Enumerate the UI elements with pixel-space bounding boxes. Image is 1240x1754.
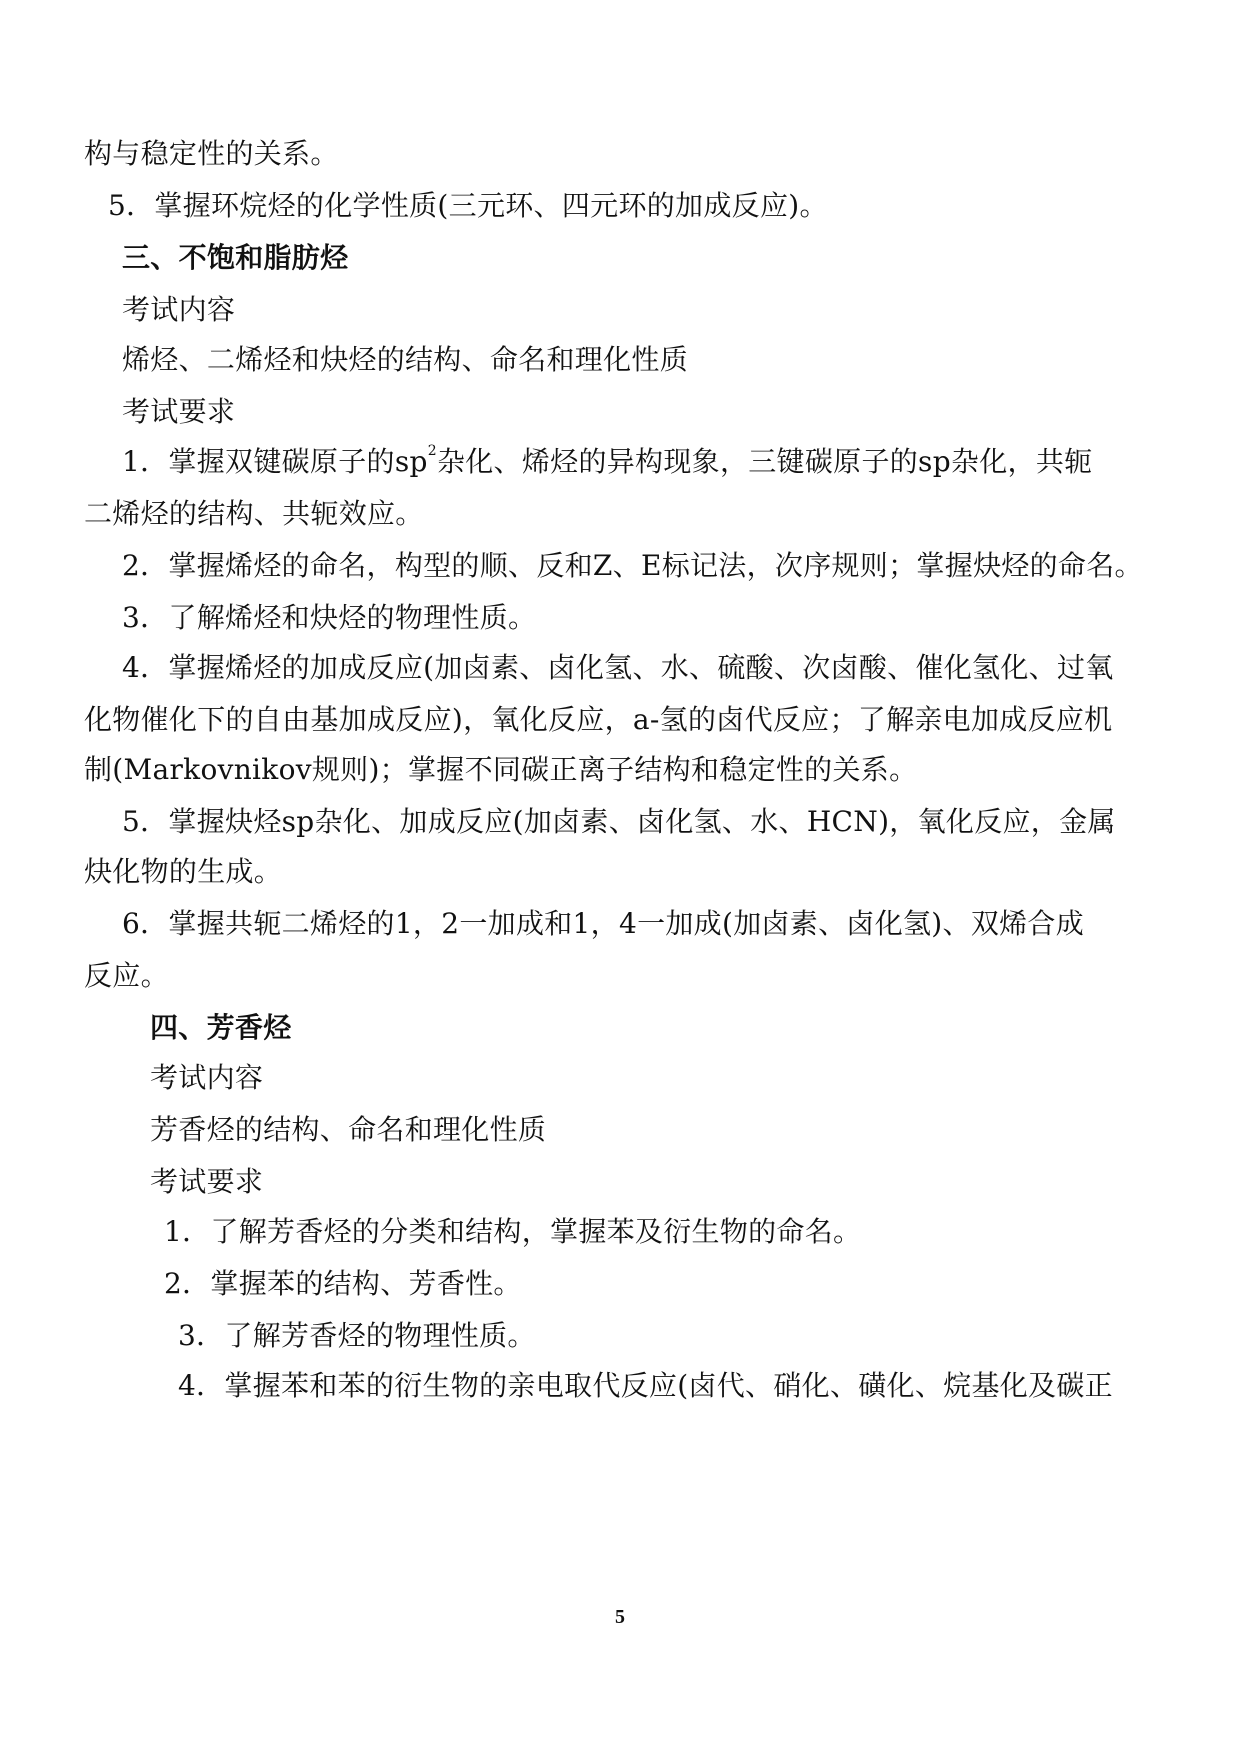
section-heading: 四、芳香烃 <box>150 1011 292 1044</box>
list-item: 6．掌握共轭二烯烃的1，2一加成和1，4一加成(加卤素、卤化氢)、双烯合成 <box>122 907 1085 940</box>
page-number: 5 <box>615 1606 625 1628</box>
text-line: 炔化物的生成。 <box>84 855 283 888</box>
list-item: 4．掌握苯和苯的衍生物的亲电取代反应(卤代、硝化、磺化、烷基化及碳正 <box>178 1369 1113 1402</box>
list-item <box>122 442 1092 482</box>
list-item: 5．掌握炔烃sp杂化、加成反应(加卤素、卤化氢、水、HCN)，氧化反应，金属 <box>122 805 1116 838</box>
list-item-text: 杂化、烯烃的异构现象，三键碳原子的sp杂化，共轭 <box>436 445 1093 478</box>
text-line: 反应。 <box>84 959 169 992</box>
section-heading: 三、不饱和脂肪烃 <box>122 241 349 274</box>
list-item: 1．了解芳香烃的分类和结构，掌握苯及衍生物的命名。 <box>164 1215 862 1248</box>
superscript: 2 <box>427 442 437 459</box>
text-line: 化物催化下的自由基加成反应)，氧化反应，a-氢的卤代反应；了解亲电加成反应机 <box>84 703 1113 736</box>
subsection-label: 考试内容 <box>122 293 236 326</box>
list-item: 4．掌握烯烃的加成反应(加卤素、卤化氢、水、硫酸、次卤酸、催化氢化、过氧 <box>122 651 1114 684</box>
subsection-label: 考试内容 <box>150 1061 264 1094</box>
text-line: 二烯烃的结构、共轭效应。 <box>84 497 424 530</box>
list-item: 3．了解烯烃和炔烃的物理性质。 <box>122 601 537 634</box>
list-item-text: 1．掌握双键碳原子的sp <box>122 445 428 478</box>
text-line: 烯烃、二烯烃和炔烃的结构、命名和理化性质 <box>122 343 689 376</box>
text-line: 芳香烃的结构、命名和理化性质 <box>150 1113 547 1146</box>
subsection-label: 考试要求 <box>150 1165 264 1198</box>
list-item: 2．掌握烯烃的命名，构型的顺、反和Z、E标记法，次序规则；掌握炔烃的命名。 <box>122 549 1143 582</box>
text-line: 构与稳定性的关系。 <box>84 137 339 170</box>
list-item: 3．了解芳香烃的物理性质。 <box>178 1319 536 1352</box>
list-item: 2．掌握苯的结构、芳香性。 <box>164 1267 522 1300</box>
subsection-label: 考试要求 <box>122 395 236 428</box>
text-line: 制(Markovnikov规则)；掌握不同碳正离子结构和稳定性的关系。 <box>84 753 918 786</box>
text-line: 5．掌握环烷烃的化学性质(三元环、四元环的加成反应)。 <box>108 189 828 222</box>
